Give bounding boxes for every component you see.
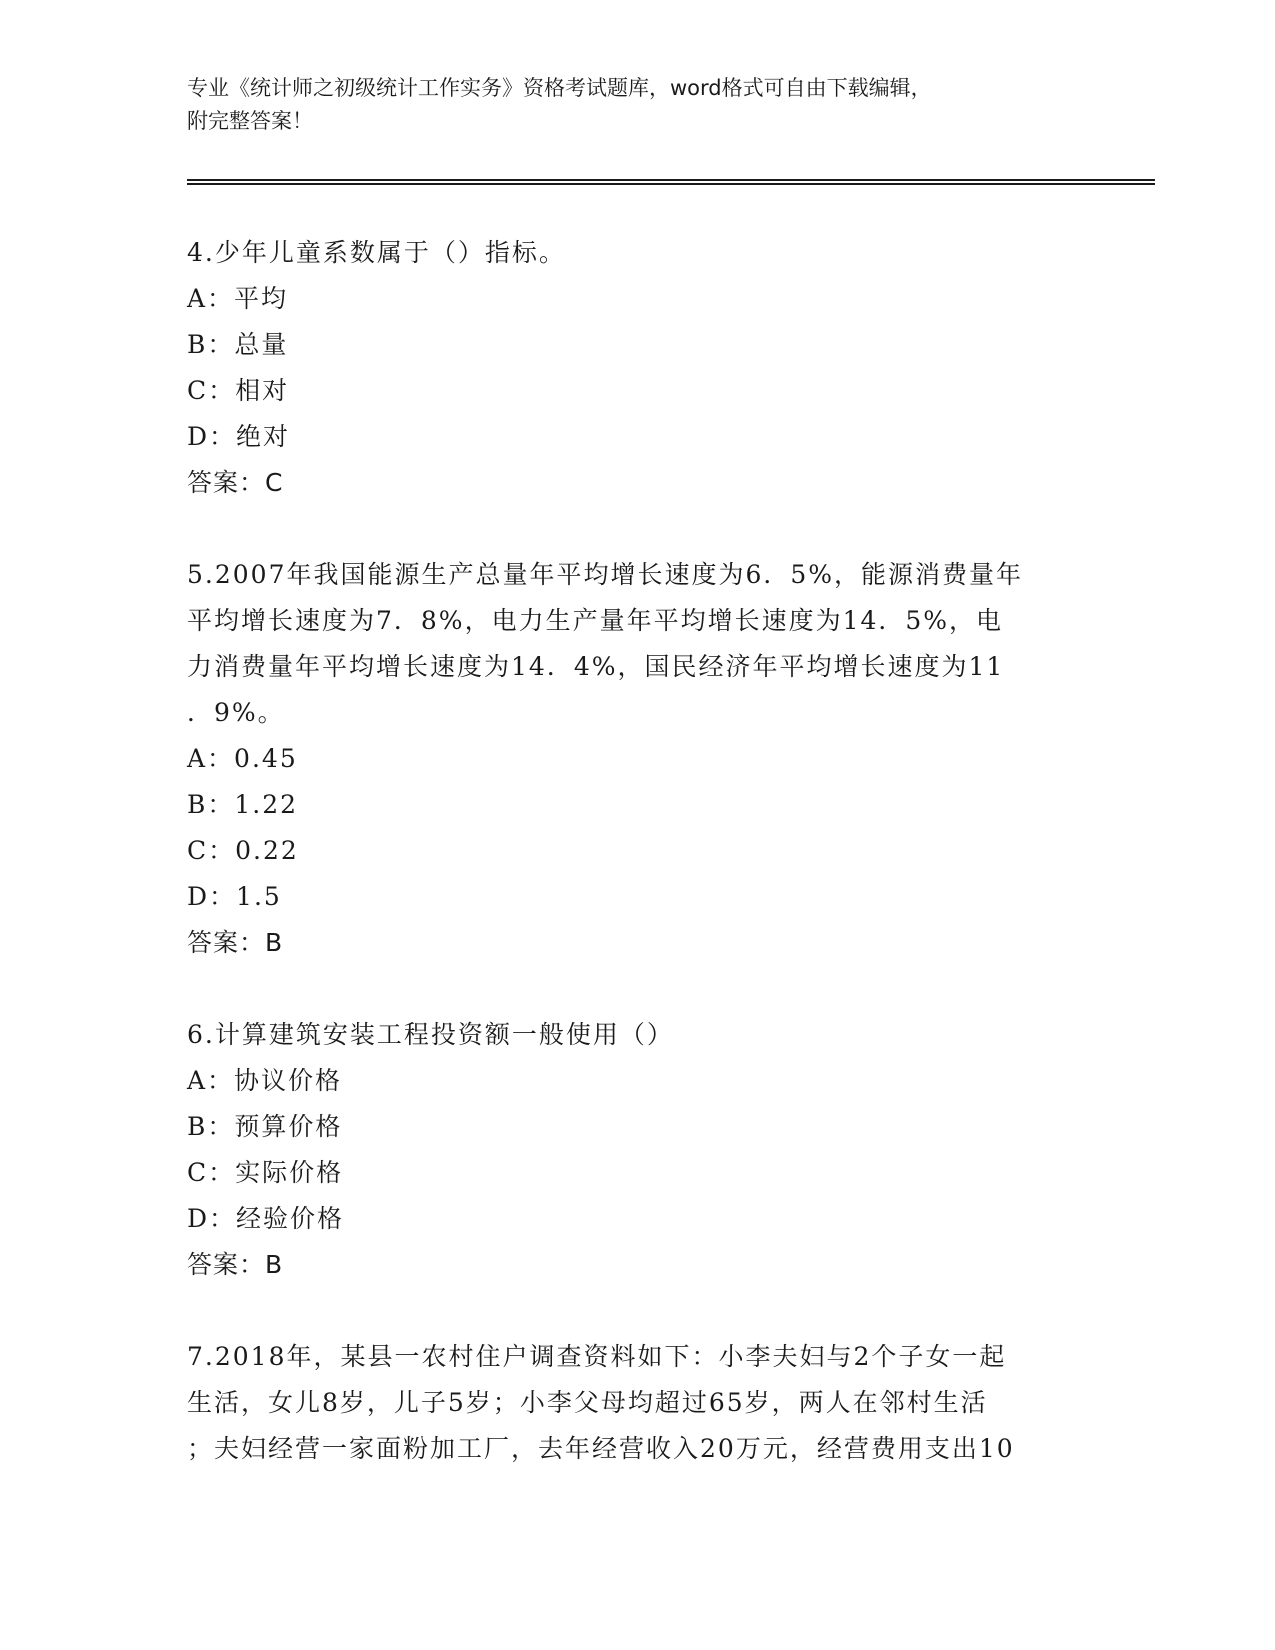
option-d: D：绝对 <box>187 422 291 451</box>
header-divider <box>187 179 1155 185</box>
question-5 <box>187 552 1087 966</box>
question-6 <box>187 1012 1087 1288</box>
answer: 答案：B <box>187 1250 284 1279</box>
option-c: C：实际价格 <box>187 1158 344 1187</box>
option-d: D：经验价格 <box>187 1204 345 1233</box>
header-line-2: 附完整答案！ <box>187 109 313 133</box>
option-a: A：协议价格 <box>187 1066 343 1095</box>
answer: 答案：B <box>187 928 284 957</box>
option-a: A：0.45 <box>187 744 298 773</box>
answer: 答案：C <box>187 468 284 497</box>
question-text: 6.计算建筑安装工程投资额一般使用（） <box>187 1020 674 1049</box>
question-text: 4.少年儿童系数属于（）指标。 <box>187 238 566 267</box>
question-text: 7.2018年，某县一农村住户调查资料如下：小李夫妇与2个子女一起 生活，女儿8岁，儿子5岁；小李父母均超过65岁，两人在邻村生活 ；夫妇经营一家面粉加工厂，去年经营收入20万元，经营费用支出10 <box>187 1342 1015 1463</box>
option-d: D：1.5 <box>187 882 282 911</box>
header-line-1: 专业《统计师之初级统计工作实务》资格考试题库，word格式可自由下载编辑， <box>187 76 932 100</box>
option-b: B：总量 <box>187 330 289 359</box>
option-a: A：平均 <box>187 284 289 313</box>
option-c: C：0.22 <box>187 836 299 865</box>
option-c: C：相对 <box>187 376 290 405</box>
question-7 <box>187 1334 1087 1472</box>
document-header <box>187 72 1087 138</box>
question-4 <box>187 230 1087 506</box>
option-b: B：1.22 <box>187 790 299 819</box>
question-text: 5.2007年我国能源生产总量年平均增长速度为6．5%，能源消费量年 平均增长速度为7．8%，电力生产量年平均增长速度为14．5%，电 力消费量年平均增长速度为14．4%，国民经济年平均增长速度为11 ．9%。 <box>187 560 1024 727</box>
option-b: B：预算价格 <box>187 1112 343 1141</box>
question-list <box>187 230 1087 1518</box>
